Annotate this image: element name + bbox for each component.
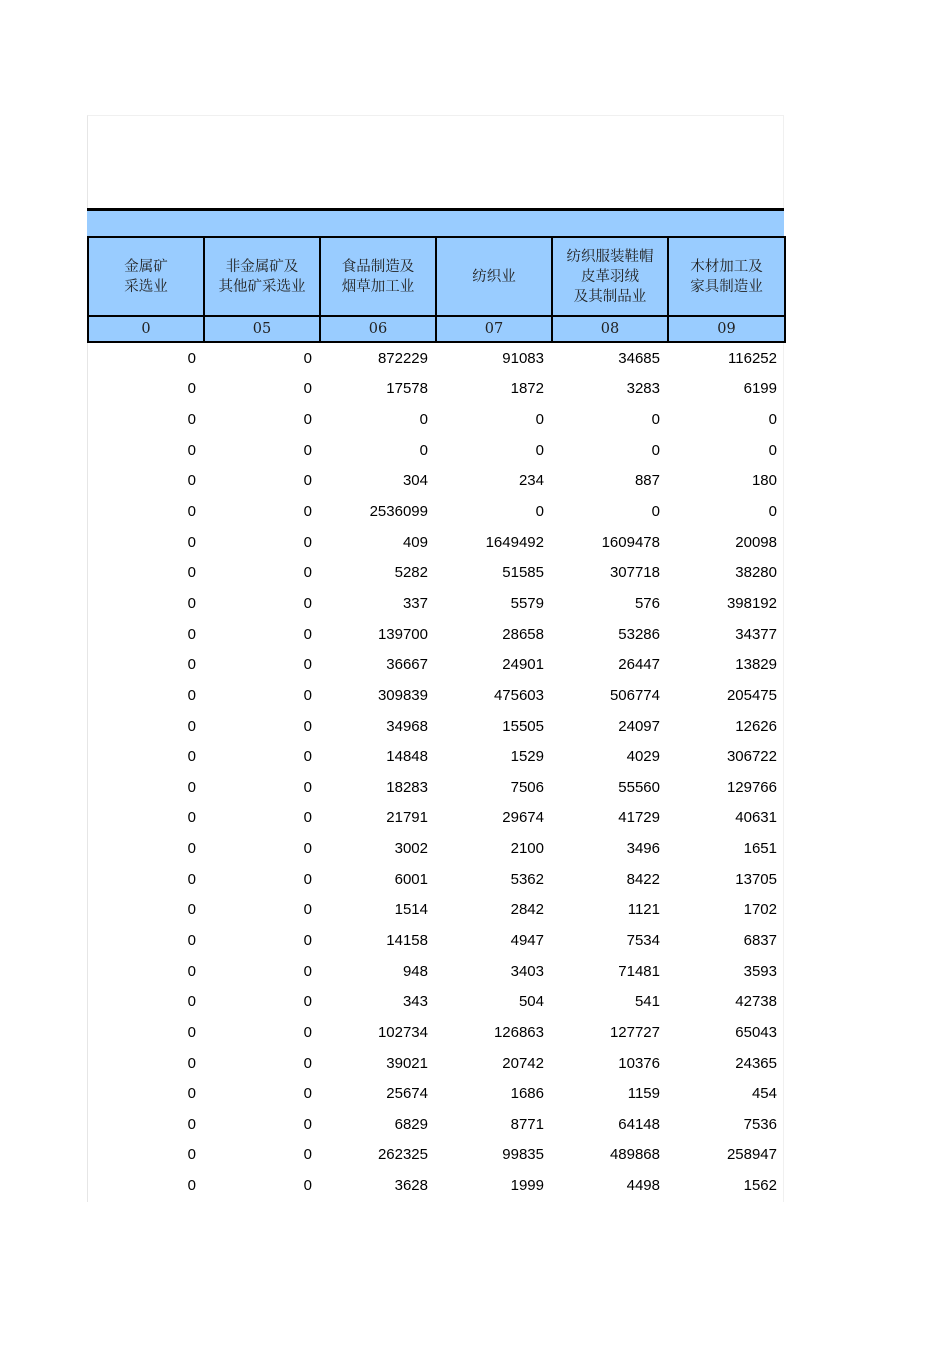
table-cell: 55560: [618, 778, 660, 796]
column-code: 0: [88, 316, 204, 342]
table-cell: 0: [303, 1085, 312, 1103]
table-cell: 4947: [510, 931, 544, 949]
table-cell: 0: [187, 809, 196, 827]
table-cell: 307718: [609, 564, 660, 582]
table-cell: 0: [303, 1146, 312, 1164]
column-header: 纺织业: [436, 237, 552, 316]
table-cell: 99835: [502, 1146, 544, 1164]
table-body: [88, 342, 785, 1201]
table-cell: 541: [634, 993, 660, 1011]
table-row: [88, 588, 785, 619]
table-cell: 3593: [743, 962, 777, 980]
table-cell: 20742: [502, 1054, 544, 1072]
table-row: [88, 1078, 785, 1109]
table-cell: 0: [187, 349, 196, 367]
table-cell: 0: [187, 441, 196, 459]
table-row: [88, 803, 785, 834]
table-cell: 34968: [386, 717, 428, 735]
table-cell: 1609478: [601, 533, 660, 551]
table-cell: 948: [402, 962, 428, 980]
code-row: [88, 316, 785, 342]
table-row: [88, 342, 785, 374]
table-cell: 306722: [726, 748, 777, 766]
table-cell: 3628: [394, 1177, 428, 1195]
header-band: [87, 208, 784, 236]
table-cell: 0: [187, 748, 196, 766]
table-cell: 5282: [394, 564, 428, 582]
table-cell: 6829: [394, 1115, 428, 1133]
table-cell: 475603: [493, 686, 544, 704]
table-cell: 127727: [609, 1023, 660, 1041]
table-cell: 1999: [510, 1177, 544, 1195]
table-cell: 2536099: [369, 503, 428, 521]
table-cell: 0: [187, 411, 196, 429]
table-row: [88, 741, 785, 772]
table-cell: 1686: [510, 1085, 544, 1103]
table-cell: 0: [303, 870, 312, 888]
column-header: 非金属矿及 其他矿采选业: [204, 237, 320, 316]
table-cell: 24901: [502, 656, 544, 674]
table-cell: 0: [768, 411, 777, 429]
table-cell: 13829: [735, 656, 777, 674]
table-cell: 126863: [493, 1023, 544, 1041]
column-header: 金属矿 采选业: [88, 237, 204, 316]
column-code: 06: [320, 316, 436, 342]
header-row: [88, 237, 785, 316]
column-header: 木材加工及 家具制造业: [668, 237, 785, 316]
table-cell: 0: [303, 778, 312, 796]
table-row: [88, 496, 785, 527]
table-cell: 0: [303, 931, 312, 949]
table-cell: 1514: [394, 901, 428, 919]
table-cell: 39021: [386, 1054, 428, 1072]
title-area: [87, 115, 784, 208]
table-cell: 0: [303, 1115, 312, 1133]
table-cell: 0: [187, 931, 196, 949]
table-cell: 0: [303, 840, 312, 858]
table-cell: 13705: [735, 870, 777, 888]
table-cell: 0: [303, 809, 312, 827]
table-row: [88, 619, 785, 650]
table-cell: 102734: [377, 1023, 428, 1041]
table-cell: 0: [303, 962, 312, 980]
table-cell: 1702: [743, 901, 777, 919]
table-cell: 0: [187, 901, 196, 919]
table-cell: 6001: [394, 870, 428, 888]
table-cell: 65043: [735, 1023, 777, 1041]
table-cell: 8771: [510, 1115, 544, 1133]
column-code: 08: [552, 316, 668, 342]
table-cell: 42738: [735, 993, 777, 1011]
table-cell: 7534: [626, 931, 660, 949]
table-cell: 29674: [502, 809, 544, 827]
table-row: [88, 772, 785, 803]
table-cell: 0: [768, 503, 777, 521]
table-cell: 5579: [510, 594, 544, 612]
table-cell: 0: [303, 993, 312, 1011]
table-row: [88, 374, 785, 405]
table-cell: 139700: [377, 625, 428, 643]
table-cell: 2842: [510, 901, 544, 919]
table-cell: 129766: [726, 778, 777, 796]
table-row: [88, 680, 785, 711]
table-cell: 0: [187, 380, 196, 398]
table-cell: 36667: [386, 656, 428, 674]
table-cell: 0: [187, 686, 196, 704]
table-cell: 0: [303, 441, 312, 459]
table-cell: 1159: [627, 1085, 660, 1103]
table-cell: 1649492: [485, 533, 544, 551]
table-cell: 0: [303, 748, 312, 766]
table-cell: 25674: [386, 1085, 428, 1103]
table-cell: 0: [419, 441, 428, 459]
column-header: 纺织服装鞋帽 皮革羽绒 及其制品业: [552, 237, 668, 316]
table-cell: 0: [187, 1054, 196, 1072]
table-cell: 0: [303, 686, 312, 704]
table-cell: 0: [187, 1023, 196, 1041]
table-cell: 40631: [735, 809, 777, 827]
table-cell: 10376: [618, 1054, 660, 1072]
table-cell: 18283: [386, 778, 428, 796]
table-cell: 0: [187, 717, 196, 735]
table-cell: 8422: [626, 870, 660, 888]
table-cell: 34685: [618, 349, 660, 367]
table-cell: 20098: [735, 533, 777, 551]
table-cell: 24365: [735, 1054, 777, 1072]
column-code: 09: [668, 316, 785, 342]
table-cell: 0: [303, 1023, 312, 1041]
table-cell: 4498: [626, 1177, 660, 1195]
table-cell: 0: [303, 472, 312, 490]
table-cell: 1529: [510, 748, 544, 766]
table-row: [88, 649, 785, 680]
table-row: [88, 986, 785, 1017]
table-cell: 205475: [726, 686, 777, 704]
table-cell: 0: [187, 870, 196, 888]
table-cell: 0: [187, 1115, 196, 1133]
table-cell: 337: [402, 594, 428, 612]
table-cell: 0: [187, 1177, 196, 1195]
table-cell: 71481: [618, 962, 660, 980]
table-cell: 1562: [743, 1177, 777, 1195]
table-cell: 14158: [386, 931, 428, 949]
table-cell: 0: [187, 564, 196, 582]
table-cell: 91083: [502, 349, 544, 367]
table-row: [88, 925, 785, 956]
table-row: [88, 1170, 785, 1201]
table-cell: 258947: [726, 1146, 777, 1164]
table-cell: 0: [187, 656, 196, 674]
table-row: [88, 527, 785, 558]
table-cell: 26447: [618, 656, 660, 674]
column-header: 食品制造及 烟草加工业: [320, 237, 436, 316]
table-cell: 15505: [502, 717, 544, 735]
table-cell: 0: [187, 962, 196, 980]
table-cell: 0: [303, 1177, 312, 1195]
table-cell: 454: [751, 1085, 777, 1103]
table-row: [88, 895, 785, 926]
table-cell: 3283: [626, 380, 660, 398]
table-cell: 0: [187, 625, 196, 643]
table-cell: 304: [402, 472, 428, 490]
table-row: [88, 1048, 785, 1079]
table-cell: 872229: [377, 349, 428, 367]
table-cell: 12626: [735, 717, 777, 735]
table-cell: 0: [187, 594, 196, 612]
table-cell: 0: [535, 441, 544, 459]
table-cell: 17578: [386, 380, 428, 398]
table-cell: 506774: [609, 686, 660, 704]
table-cell: 0: [187, 533, 196, 551]
table-cell: 309839: [377, 686, 428, 704]
table-cell: 2100: [510, 840, 544, 858]
table-cell: 0: [303, 349, 312, 367]
table-cell: 38280: [735, 564, 777, 582]
table-cell: 0: [768, 441, 777, 459]
table-row: [88, 435, 785, 466]
table-cell: 576: [634, 594, 660, 612]
data-table: [87, 236, 786, 1201]
table-cell: 7506: [510, 778, 544, 796]
table-cell: 0: [303, 717, 312, 735]
table-cell: 0: [303, 625, 312, 643]
table-cell: 14848: [386, 748, 428, 766]
table-cell: 0: [651, 411, 660, 429]
table-cell: 53286: [618, 625, 660, 643]
table-cell: 0: [187, 1146, 196, 1164]
table-cell: 5362: [510, 870, 544, 888]
table-cell: 41729: [618, 809, 660, 827]
table-cell: 1872: [510, 380, 544, 398]
table-cell: 0: [303, 656, 312, 674]
table-cell: 0: [187, 1085, 196, 1103]
table-row: [88, 404, 785, 435]
table-cell: 0: [303, 380, 312, 398]
table-cell: 1651: [743, 840, 777, 858]
table-row: [88, 711, 785, 742]
table-cell: 180: [751, 472, 777, 490]
table-cell: 343: [402, 993, 428, 1011]
table-cell: 7536: [743, 1115, 777, 1133]
table-cell: 0: [187, 503, 196, 521]
table-cell: 0: [187, 993, 196, 1011]
table-cell: 0: [187, 840, 196, 858]
table-cell: 6837: [743, 931, 777, 949]
table-cell: 504: [518, 993, 544, 1011]
table-cell: 4029: [626, 748, 660, 766]
table-cell: 0: [651, 503, 660, 521]
table-cell: 3403: [510, 962, 544, 980]
table-cell: 0: [187, 778, 196, 796]
table-cell: 398192: [726, 594, 777, 612]
table-cell: 0: [535, 411, 544, 429]
table-row: [88, 956, 785, 987]
table-cell: 0: [303, 411, 312, 429]
table-cell: 0: [651, 441, 660, 459]
table-cell: 409: [402, 533, 428, 551]
table-cell: 116252: [728, 349, 777, 367]
table-cell: 3002: [394, 840, 428, 858]
table-cell: 0: [535, 503, 544, 521]
table-cell: 6199: [743, 380, 777, 398]
table-cell: 887: [634, 472, 660, 490]
table-cell: 21791: [386, 809, 428, 827]
table-cell: 0: [303, 503, 312, 521]
table-cell: 64148: [618, 1115, 660, 1133]
table-cell: 1121: [627, 901, 660, 919]
table-cell: 0: [303, 564, 312, 582]
table-row: [88, 864, 785, 895]
table-row: [88, 1017, 785, 1048]
table-cell: 3496: [626, 840, 660, 858]
table-cell: 24097: [618, 717, 660, 735]
table-cell: 234: [518, 472, 544, 490]
table-row: [88, 557, 785, 588]
table-cell: 0: [303, 594, 312, 612]
table-cell: 28658: [502, 625, 544, 643]
table-row: [88, 466, 785, 497]
table-row: [88, 1109, 785, 1140]
table-row: [88, 1140, 785, 1171]
table-cell: 34377: [735, 625, 777, 643]
table-cell: 0: [303, 533, 312, 551]
column-code: 05: [204, 316, 320, 342]
column-code: 07: [436, 316, 552, 342]
table-cell: 0: [187, 472, 196, 490]
table-cell: 51585: [502, 564, 544, 582]
table-row: [88, 833, 785, 864]
table-cell: 0: [303, 901, 312, 919]
table-cell: 0: [419, 411, 428, 429]
table-cell: 262325: [377, 1146, 428, 1164]
table-cell: 0: [303, 1054, 312, 1072]
table-cell: 489868: [609, 1146, 660, 1164]
